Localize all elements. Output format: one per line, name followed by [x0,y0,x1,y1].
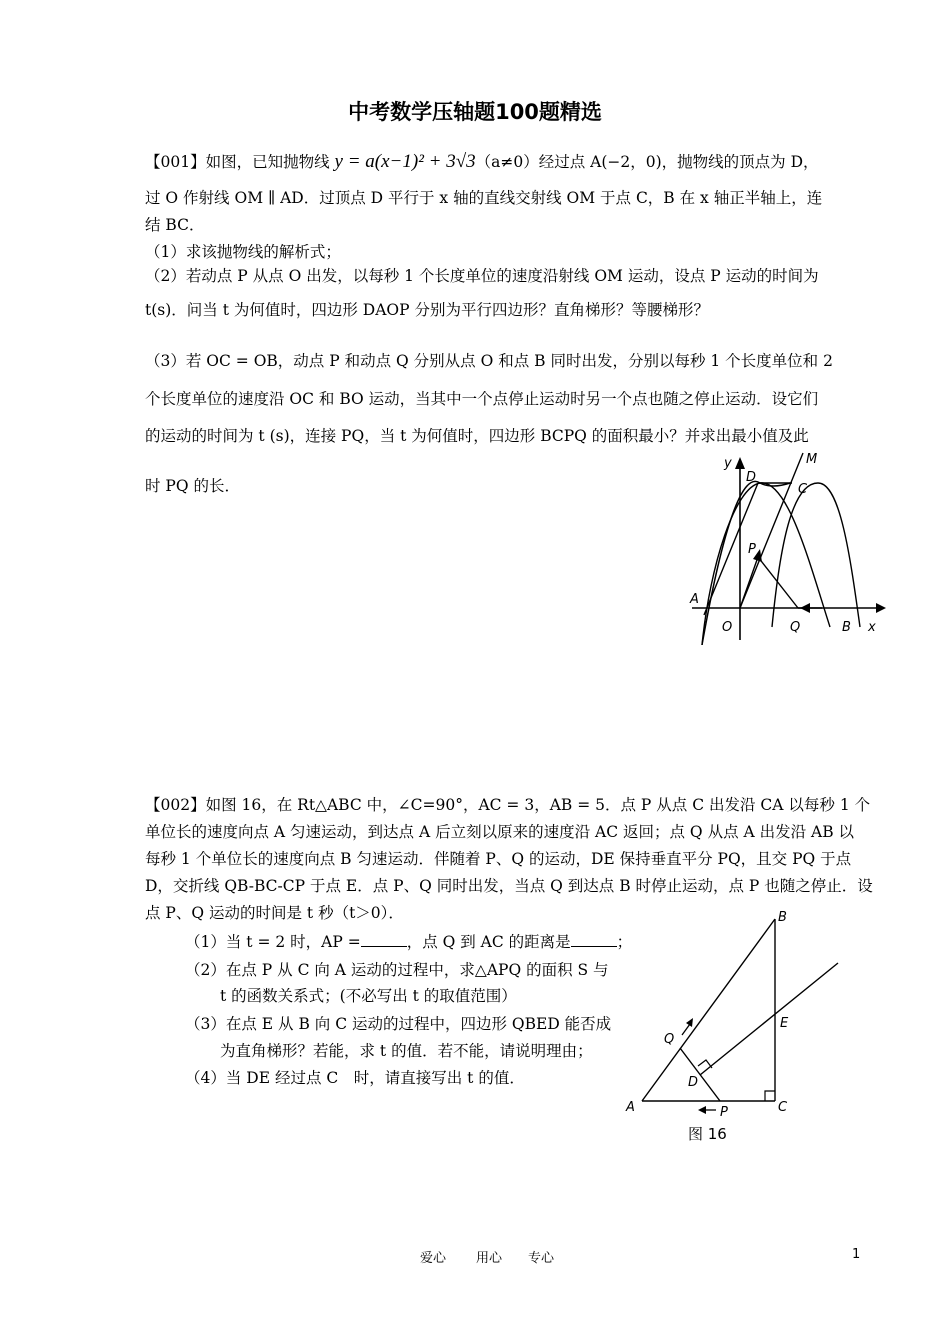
figure-parabola [680,445,890,649]
fig1-label-y: y [724,456,732,471]
p2-question4: （4）当 DE 经过点 C 时，请直接写出 t 的值． [185,1069,525,1087]
p1-line1 [145,150,865,173]
fig2-label-q: Q [664,1032,675,1047]
figure-caption: 图 16 [688,1125,727,1143]
p1-line1b: （a≠0）经过点 A(−2，0)，抛物线的顶点为 D， [475,153,819,171]
fig1-label-c: C [798,482,808,497]
footer-left: 爱心 [420,1251,447,1266]
p2-question2b: t 的函数关系式；(不必写出 t 的取值范围） [220,987,517,1005]
p1-line2: 过 O 作射线 OM ∥ AD．过顶点 D 平行于 x 轴的直线交射线 OM 于点 C，B 在 x 轴正半轴上，连 [145,189,823,207]
page-number: 1 [852,1247,861,1262]
p2-q1-blank-ap [361,932,407,947]
p2-line5: 点 P、Q 运动的时间是 t 秒（t＞0）． [145,904,404,922]
p1-tag: 【001】 [145,153,206,171]
fig1-label-d: D [746,470,757,485]
p2-question1 [185,930,632,952]
fig2-label-a: A [626,1100,635,1115]
p1-question2b: t(s)．问当 t 为何值时，四边形 DAOP 分别为平行四边形？直角梯形？等腰梯形？ [145,301,709,319]
footer-right: 专心 [528,1251,555,1266]
p2-q1-part-b: ，点 Q 到 AC 的距离是 [406,933,571,951]
p2-q1-part-c: ； [616,933,633,951]
footer-mid: 用心 [476,1251,503,1266]
p1-question2a: （2）若动点 P 从点 O 出发，以每秒 1 个长度单位的速度沿射线 OM 运动，设点 P 运动的时间为 [145,267,819,285]
figure-triangle [620,905,850,1124]
p1-formula: y = a(x−1)² + 3√3 [334,151,476,172]
p2-line2: 单位长的速度向点 A 匀速运动，到达点 A 后立刻以原来的速度沿 AC 返回；点 Q 从点 A 出发沿 AB 以 [145,823,855,841]
fig2-label-c: C [778,1100,788,1115]
p1-question3a: （3）若 OC = OB，动点 P 和动点 Q 分别从点 O 和点 B 同时出发，分别以每秒 1 个长度单位和 2 [145,352,833,370]
fig1-label-x: x [868,620,876,635]
p1-question1: （1）求该抛物线的解析式； [145,243,341,261]
p2-line3: 每秒 1 个单位长的速度向点 B 匀速运动．伴随着 P、Q 的运动，DE 保持垂直平分 PQ，且交 PQ 于点 [145,850,852,868]
p2-question2a: （2）在点 P 从 C 向 A 运动的过程中，求△APQ 的面积 S 与 [185,961,609,979]
fig2-label-d: D [688,1075,699,1090]
p1-question3c: 的运动的时间为 t (s)，连接 PQ，当 t 为何值时，四边形 BCPQ 的面积最小？并求出最小值及此 [145,427,809,445]
p2-q1-part-a: （1）当 t = 2 时，AP = [185,933,361,951]
p2-line4: D，交折线 QB-BC-CP 于点 E．点 P、Q 同时出发，当点 Q 到达点 B 时停止运动，点 P 也随之停止．设 [145,877,873,895]
p2-question3a: （3）在点 E 从 B 向 C 运动的过程中，四边形 QBED 能否成 [185,1015,612,1033]
p1-line3: 结 BC． [145,216,205,234]
fig1-label-a: A [690,592,699,607]
fig1-label-p: P [748,542,756,557]
page-title: 中考数学压轴题100题精选 [348,100,602,124]
fig2-label-b: B [778,910,787,925]
fig2-label-p: P [720,1105,728,1120]
p1-line1a: 如图，已知抛物线 [205,153,335,171]
p2-line1: 【002】如图 16，在 Rt△ABC 中，∠C=90°，AC = 3，AB = 5．点 P 从点 C 出发沿 CA 以每秒 1 个 [145,796,871,814]
fig1-label-m: M [806,452,818,467]
p1-question3d: 时 PQ 的长． [145,477,240,495]
fig1-label-b: B [842,620,851,635]
p2-q1-blank-distance [571,932,617,947]
p2-question3b: 为直角梯形？若能，求 t 的值．若不能，请说明理由； [220,1042,593,1060]
fig2-label-e: E [780,1016,789,1031]
fig1-label-o: O [722,620,733,635]
fig1-label-q: Q [790,620,801,635]
p1-question3b: 个长度单位的速度沿 OC 和 BO 运动，当其中一个点停止运动时另一个点也随之停止运动．设它们 [145,390,819,408]
